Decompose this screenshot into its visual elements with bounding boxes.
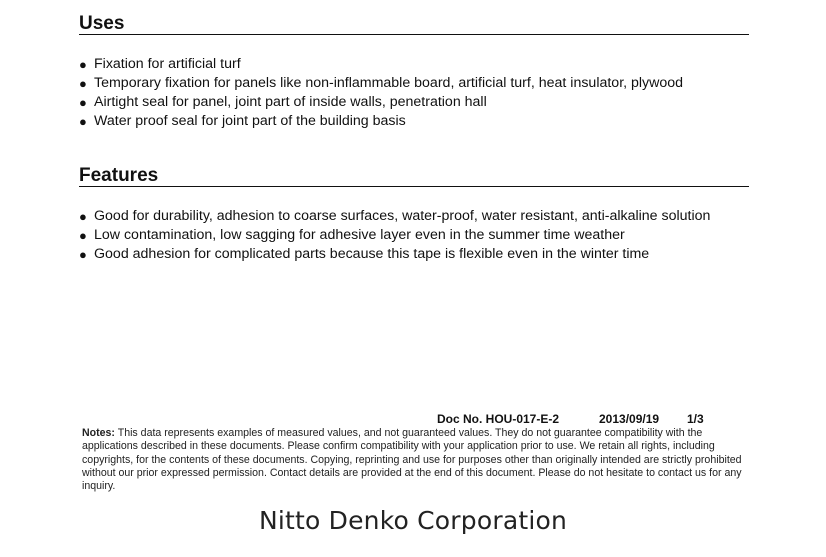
bullet-icon: ●: [79, 247, 87, 262]
company-name: Nitto Denko Corporation: [258, 506, 568, 535]
list-item: [79, 226, 710, 245]
uses-heading: Uses: [79, 14, 749, 35]
document-info-line: [437, 412, 704, 426]
list-item-text: Fixation for artificial turf: [94, 56, 241, 72]
uses-list: [79, 55, 683, 131]
list-item: [79, 74, 683, 93]
list-item-text: Temporary fixation for panels like non-inflammable board, artificial turf, heat insulator, plywood: [94, 75, 684, 91]
list-item-text: Good for durability, adhesion to coarse surfaces, water-proof, water resistant, anti-alkaline solution: [94, 208, 711, 224]
list-item: [79, 207, 710, 226]
list-item: [79, 112, 683, 131]
document-number: Doc No. HOU-017-E-2: [437, 412, 560, 426]
notes-text: This data represents examples of measured values, and not guaranteed values. They do not guarantee compatibility with the applications described in these documents. Please confirm compatibility with your application prior to use. We retain all rights, including copyrights, for the contents of these documents. Copying, reprinting and use for purposes other than originally intended are strictly prohibited without our prior expressed permission. Contact details are provided at the end of this document. Please do not hesitate to contact us for any inquiry.: [82, 427, 742, 493]
document-date: 2013/09/19: [599, 412, 660, 426]
bullet-icon: ●: [79, 76, 87, 91]
list-item: [79, 245, 710, 264]
list-item-text: Water proof seal for joint part of the building basis: [94, 113, 406, 129]
list-item-text: Airtight seal for panel, joint part of inside walls, penetration hall: [94, 94, 487, 110]
notes-label: Notes:: [82, 427, 115, 439]
list-item-text: Low contamination, low sagging for adhesive layer even in the summer time weather: [94, 227, 625, 243]
bullet-icon: ●: [79, 228, 87, 243]
bullet-icon: ●: [79, 114, 87, 129]
page-number: 1/3: [687, 412, 704, 426]
bullet-icon: ●: [79, 57, 87, 72]
list-item-text: Good adhesion for complicated parts because this tape is flexible even in the winter time: [94, 246, 650, 262]
notes-paragraph: [82, 427, 752, 493]
bullet-icon: ●: [79, 95, 87, 110]
list-item: [79, 93, 683, 112]
bullet-icon: ●: [79, 209, 87, 224]
features-list: [79, 207, 710, 264]
list-item: [79, 55, 683, 74]
features-heading: Features: [79, 166, 749, 187]
